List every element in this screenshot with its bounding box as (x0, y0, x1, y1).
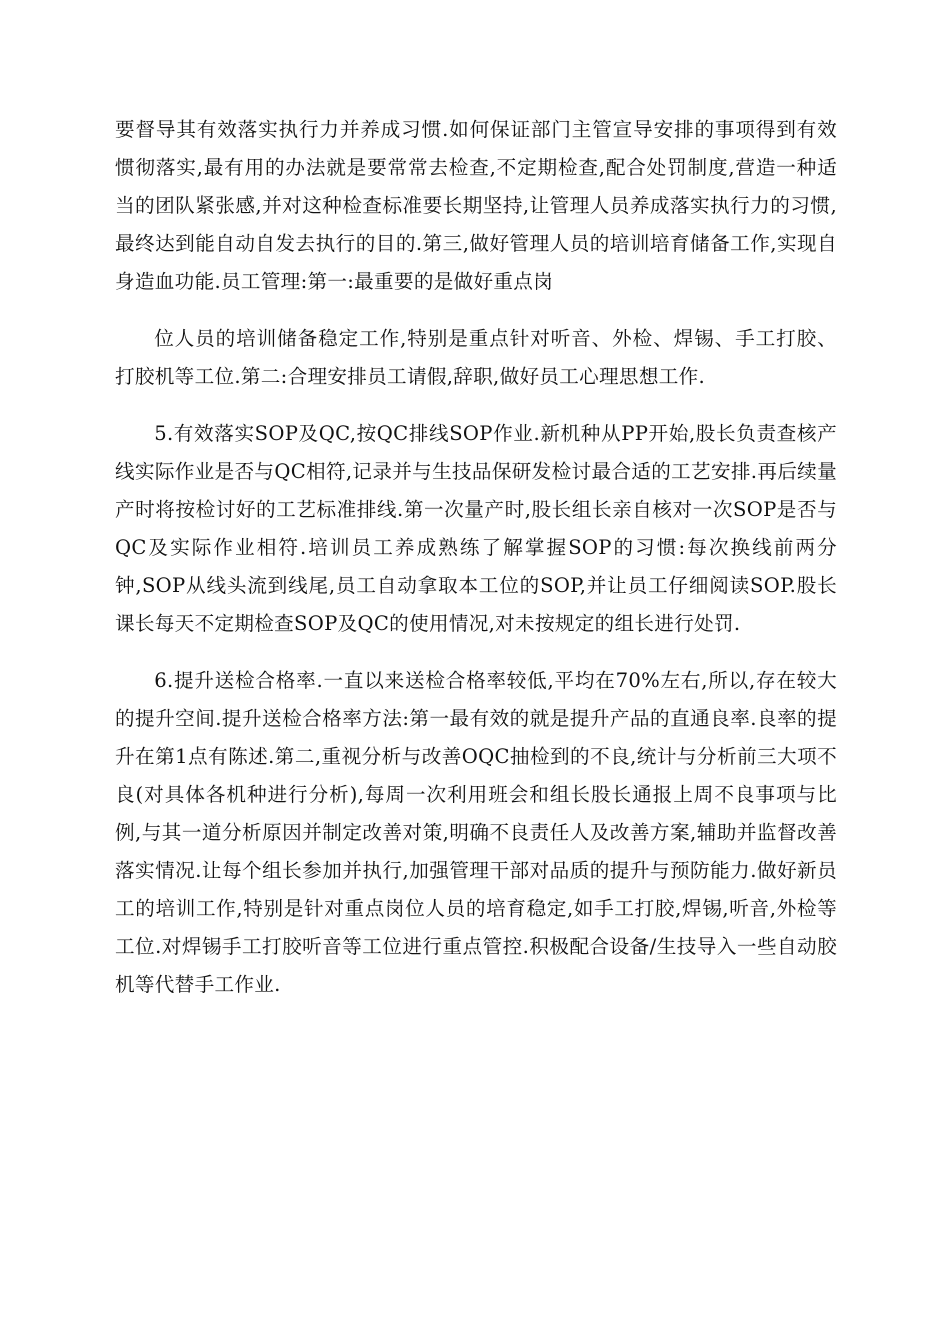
paragraph-management-continued: 要督导其有效落实执行力并养成习惯.如何保证部门主管宣导安排的事项得到有效惯彻落实,最有用的办法就是要常常去检查,不定期检查,配合处罚制度,营造一种适当的团队紧张感,并对这种检查标准要长期坚持,让管理人员养成落实执行力的习惯,最终达到能自动自发去执行的目的.第三,做好管理人员的培训培育储备工作,实现自身造血功能.员工管理:第一:最重要的是做好重点岗 (115, 118, 837, 293)
paragraph-inspection-pass-rate: 6.提升送检合格率.一直以来送检合格率较低,平均在70%左右,所以,存在较大的提升空间.提升送检合格率方法:第一最有效的就是提升产品的直通良率.良率的提升在第1点有陈述.第二,重视分析与改善OQC抽检到的不良,统计与分析前三大项不良(对具体各机种进行分析),每周一次利用班会和组长股长通报上周不良事项与比例,与其一道分析原因并制定改善对策,明确不良责任人及改善方案,辅助并监督改善落实情况.让每个组长参加并执行,加强管理干部对品质的提升与预防能力.做好新员工的培训工作,特别是针对重点岗位人员的培育稳定,如手工打胶,焊锡,听音,外检等工位.对焊锡手工打胶听音等工位进行重点管控.积极配合设备/生技导入一些自动胶机等代替手工作业. (115, 669, 837, 996)
paragraph-staff-training: 位人员的培训储备稳定工作,特别是重点针对听音、外检、焊锡、手工打胶、打胶机等工位.第二:合理安排员工请假,辞职,做好员工心理思想工作. (115, 327, 837, 388)
paragraph-sop-qc: 5.有效落实SOP及QC,按QC排线SOP作业.新机种从PP开始,股长负责查核产线实际作业是否与QC相符,记录并与生技品保研发检讨最合适的工艺安排.再后续量产时将按检讨好的工艺标准排线.第一次量产时,股长组长亲自核对一次SOP是否与QC及实际作业相符.培训员工养成熟练了解掌握SOP的习惯:每次换线前两分钟,SOP从线头流到线尾,员工自动拿取本工位的SOP,并让员工仔细阅读SOP.股长课长每天不定期检查SOP及QC的使用情况,对未按规定的组长进行处罚. (115, 422, 837, 635)
document-page (115, 111, 837, 1023)
